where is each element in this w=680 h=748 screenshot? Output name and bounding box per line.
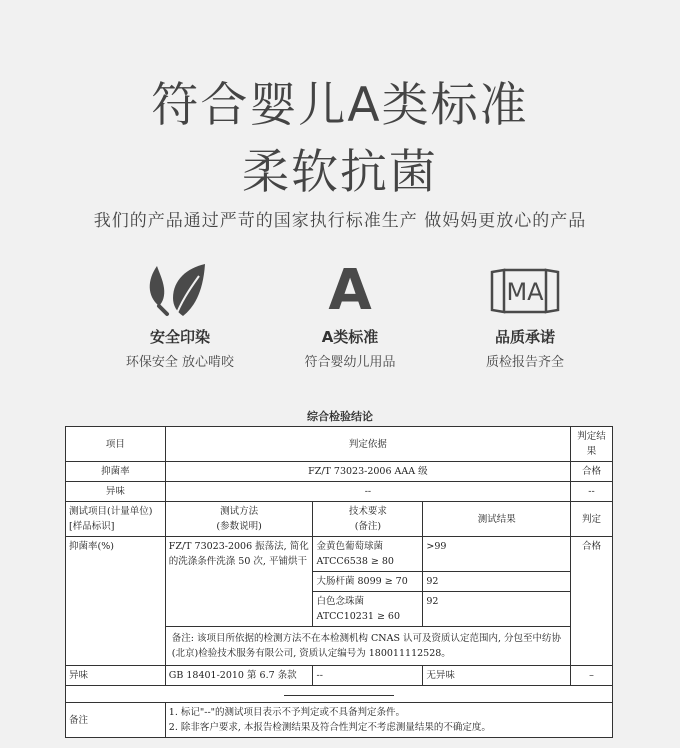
summary-result: 合格 [571, 462, 613, 482]
inspection-report-table [65, 426, 613, 738]
feature-title: A类标准 [321, 328, 379, 346]
summary-item: 抑菌率 [66, 462, 166, 482]
detail-header-method [165, 502, 313, 537]
report-title: 综合检验结论 [307, 410, 373, 423]
feature-title: 品质承诺 [494, 328, 555, 346]
odor-req: -- [313, 666, 423, 686]
ma-seal-icon [445, 262, 605, 320]
summary-basis: -- [165, 482, 570, 502]
summary-result: -- [571, 482, 613, 502]
headline-line-2: 柔软抗菌 [242, 145, 438, 200]
antibac-result: 92 [423, 572, 571, 592]
leaves-icon [100, 262, 260, 320]
feature-desc: 环保安全 放心啃咬 [125, 355, 235, 370]
separator-cell [66, 686, 613, 703]
antibac-method: FZ/T 73023-2006 振荡法, 简化的洗涤条件洗涤 50 次, 平铺烘干 [165, 537, 313, 627]
subtitle: 我们的产品通过严苛的国家执行标准生产 做妈妈更放心的产品 [93, 211, 587, 231]
remark-line-2: 2. 除非客户要求, 本报告检测结果及符合性判定不考虑测量结果的不确定度。 [168, 722, 491, 733]
detail-header-req-sub: (备注) [354, 521, 382, 532]
detail-header-req [313, 502, 423, 537]
antibac-row-1 [66, 537, 613, 572]
odor-method: GB 18401-2010 第 6.7 条款 [165, 666, 313, 686]
odor-judge: – [571, 666, 613, 686]
antibac-req: 大肠杆菌 8099 ≥ 70 [313, 572, 423, 592]
feature-quality-promise [445, 262, 605, 370]
detail-header-item-label: 测试项目(计量单位) [69, 506, 153, 517]
detail-header-item-sub: [样品标识] [69, 521, 115, 532]
summary-header-row [66, 427, 613, 462]
letter-a-icon [270, 258, 430, 323]
detail-header-judge: 判定 [571, 502, 613, 537]
remarks-row [66, 703, 613, 738]
feature-title: 安全印染 [149, 328, 210, 346]
odor-row [66, 666, 613, 686]
antibac-req: 金黄色葡萄球菌 ATCC6538 ≥ 80 [313, 537, 423, 572]
odor-result: 无异味 [423, 666, 571, 686]
detail-header-req-label: 技术要求 [348, 506, 387, 517]
feature-a-standard [270, 258, 430, 370]
detail-header-method-label: 测试方法 [220, 506, 259, 517]
summary-header-basis: 判定依据 [165, 427, 570, 462]
summary-row [66, 482, 613, 502]
antibac-note: 备注: 该项目所依据的检测方法不在本检测机构 CNAS 认可及资质认定范围内, 分包至中纺协(北京)检验技术服务有限公司, 资质认定编号为 180011112528。 [165, 627, 570, 666]
detail-header-row [66, 502, 613, 537]
detail-header-item [66, 502, 166, 537]
summary-row [66, 462, 613, 482]
feature-desc: 质检报告齐全 [485, 355, 564, 370]
summary-header-result: 判定结果 [571, 427, 613, 462]
detail-header-result: 测试结果 [423, 502, 571, 537]
remarks-label: 备注 [66, 703, 166, 738]
feature-safe-dyeing [100, 262, 260, 370]
detail-header-method-sub: (参数说明) [216, 521, 262, 532]
antibac-result: >99 [423, 537, 571, 572]
remark-line-1: 1. 标记"--"的测试项目表示不予判定或不具备判定条件。 [168, 707, 406, 718]
ma-seal-text: MA [506, 278, 544, 306]
summary-header-item: 项目 [66, 427, 166, 462]
antibac-judge: 合格 [571, 537, 613, 666]
summary-item: 异味 [66, 482, 166, 502]
antibac-item: 抑菌率(%) [66, 537, 166, 666]
odor-item: 异味 [66, 666, 166, 686]
summary-basis: FZ/T 73023-2006 AAA 级 [165, 462, 570, 482]
feature-desc: 符合婴幼儿用品 [304, 355, 396, 370]
separator-line [284, 695, 394, 696]
antibac-req: 白色念珠菌 ATCC10231 ≥ 60 [313, 592, 423, 627]
letter-a-glyph: A [328, 258, 372, 323]
antibac-result: 92 [423, 592, 571, 627]
remarks-content [165, 703, 612, 738]
separator-row [66, 686, 613, 703]
headline-line-1: 符合婴儿A类标准 [151, 78, 529, 133]
